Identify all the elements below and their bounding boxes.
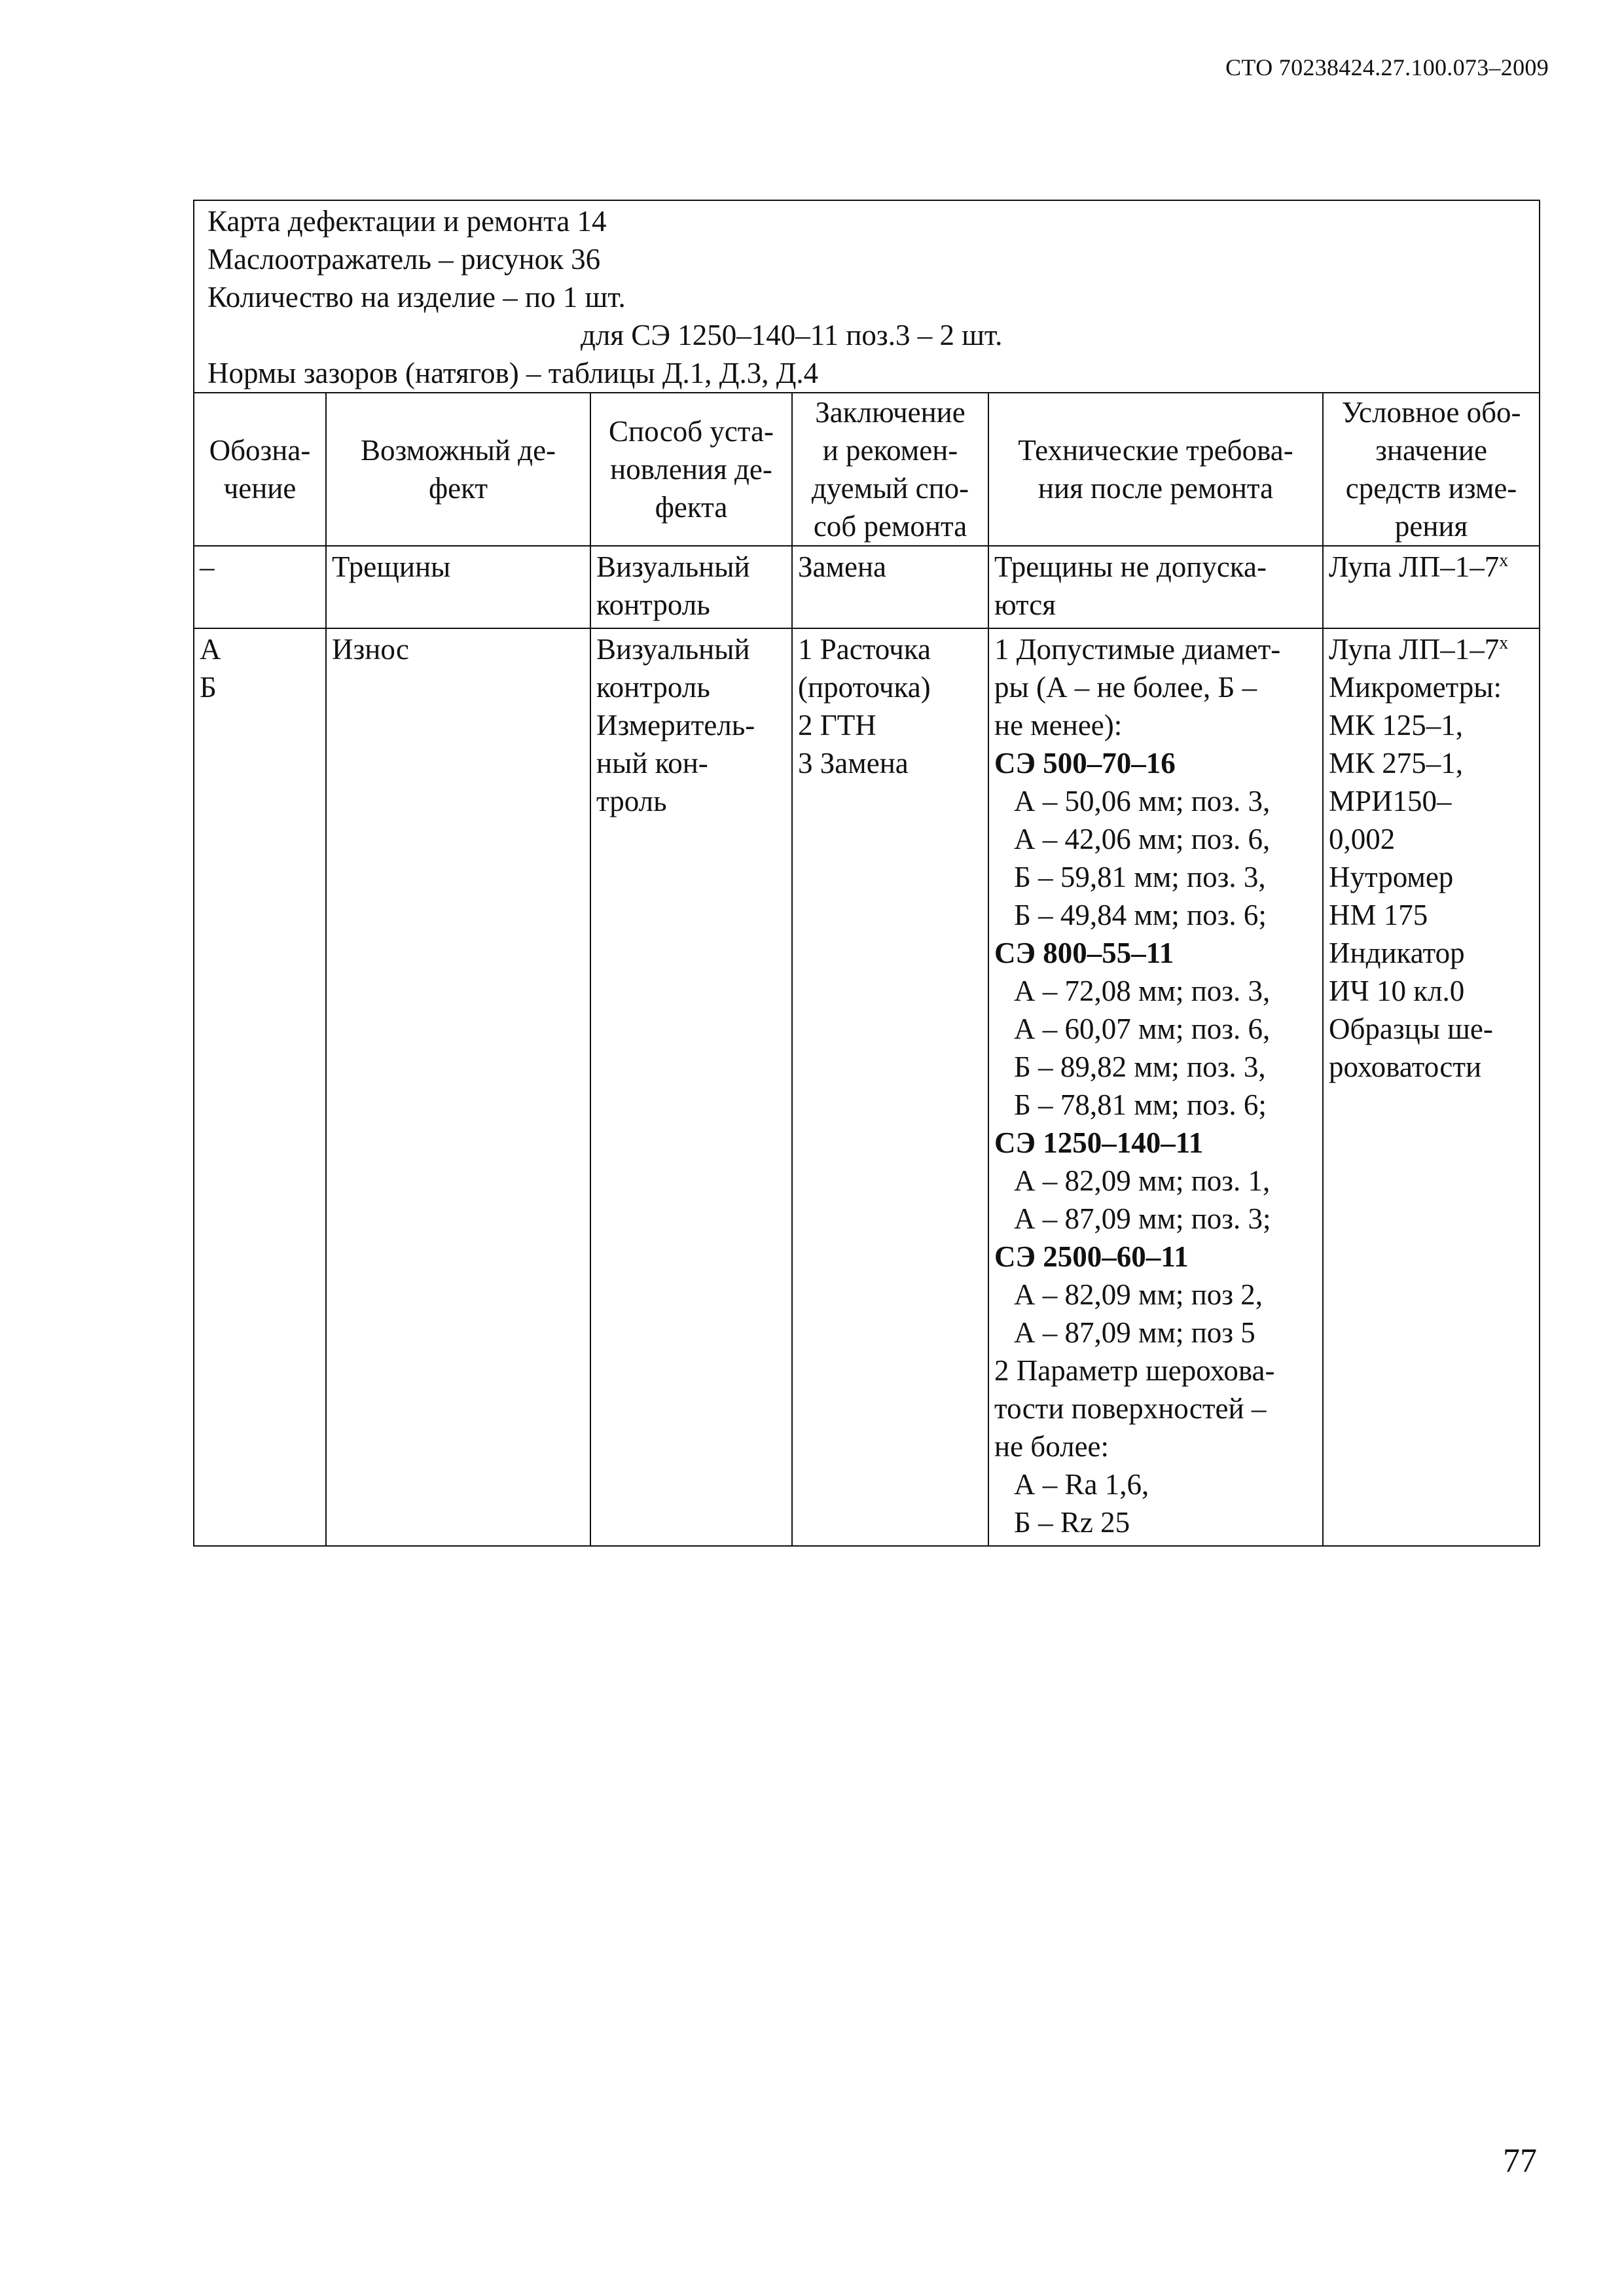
text-line: НМ 175 xyxy=(1329,899,1428,931)
col-header-method xyxy=(590,393,792,546)
diameter-item: Б – 49,84 мм; поз. 6; xyxy=(1014,899,1267,931)
card-part: Маслоотражатель – рисунок 36 xyxy=(208,243,601,276)
text-line: Нутромер xyxy=(1329,861,1454,893)
text-line: Износ xyxy=(332,633,409,666)
text-line: – xyxy=(200,550,215,583)
text-line: дуемый спо- xyxy=(811,472,969,505)
diameter-item: Б – 78,81 мм; поз. 6; xyxy=(1014,1088,1267,1121)
col-header-designation xyxy=(194,393,326,546)
text-line: чение xyxy=(223,472,297,505)
card-quantity-extra: для СЭ 1250–140–11 поз.3 – 2 шт. xyxy=(581,319,1003,351)
card-info-row xyxy=(194,200,1540,393)
table-row-wear xyxy=(194,628,1540,1546)
text-line: Заключение xyxy=(815,396,965,429)
text-line: фект xyxy=(428,472,488,505)
text-line: 2 ГТН xyxy=(798,709,876,742)
text-line: ния после ремонта xyxy=(1038,472,1274,505)
text-line: фекта xyxy=(655,491,728,524)
tools-list xyxy=(1329,668,1534,1086)
text-line: средств изме- xyxy=(1345,472,1517,505)
text-line: Б xyxy=(200,671,217,704)
text-line: ются xyxy=(994,588,1056,621)
cell-designation xyxy=(194,628,326,1546)
card-info-cell xyxy=(194,200,1540,393)
diameter-item: А – 82,09 мм; поз. 1, xyxy=(1014,1164,1271,1197)
text-line: МРИ150– xyxy=(1329,785,1452,817)
diameter-item: А – 72,08 мм; поз. 3, xyxy=(1014,975,1271,1007)
text-line: ный кон- xyxy=(596,747,708,780)
text-line: роховатости xyxy=(1329,1050,1482,1083)
text-line: Визуальный xyxy=(596,550,750,583)
text-line: Образцы ше- xyxy=(1329,1013,1493,1045)
cell-conclusion xyxy=(792,628,988,1546)
card-title: Карта дефектации и ремонта 14 xyxy=(208,205,607,238)
text-line: 1 Расточка xyxy=(798,633,931,666)
cell-defect xyxy=(326,628,590,1546)
tool-magnifier: Лупа $ЛП-1-7^х$ xyxy=(1329,550,1509,583)
text-line: (проточка) xyxy=(798,671,931,704)
text-line: ИЧ 10 кл.0 xyxy=(1329,975,1465,1007)
col-header-defect xyxy=(326,393,590,546)
model-heading: СЭ 500–70–16 xyxy=(994,747,1176,780)
text-line: троль xyxy=(596,785,667,817)
roughness-item: Б – Rz 25 xyxy=(1014,1506,1130,1539)
cell-designation xyxy=(194,546,326,628)
text-line: и рекомен- xyxy=(822,434,958,467)
text-line: Трещины не допуска- xyxy=(994,550,1267,583)
diameter-item: А – 87,09 мм; поз 5 xyxy=(1014,1316,1255,1349)
column-header-row xyxy=(194,393,1540,546)
diameter-item: Б – 59,81 мм; поз. 3, xyxy=(1014,861,1266,893)
text-line: 0,002 xyxy=(1329,823,1396,855)
text-line: 3 Замена xyxy=(798,747,909,780)
diameter-item: А – 60,07 мм; поз. 6, xyxy=(1014,1013,1271,1045)
text-line: Технические требова- xyxy=(1018,434,1293,467)
diameter-item: Б – 89,82 мм; поз. 3, xyxy=(1014,1050,1266,1083)
text-line: Обозна- xyxy=(209,434,311,467)
page-number: 77 xyxy=(1503,2142,1537,2179)
col-header-requirements xyxy=(988,393,1323,546)
text-line: Способ уста- xyxy=(609,415,774,448)
cell-method xyxy=(590,546,792,628)
text-line: Условное обо- xyxy=(1341,396,1521,429)
cell-tools xyxy=(1323,546,1540,628)
model-heading: СЭ 2500–60–11 xyxy=(994,1240,1189,1273)
card-norms: Нормы зазоров (натягов) – таблицы Д.1, Д.3, Д.4 xyxy=(208,357,819,389)
roughness-item: А – Ra 1,6, xyxy=(1014,1468,1149,1501)
tool-magnifier: Лупа $ЛП-1-7^х$ xyxy=(1329,633,1509,666)
text-line: Трещины xyxy=(332,550,451,583)
text-line: Замена xyxy=(798,550,887,583)
text-line: Визуальный xyxy=(596,633,750,666)
text-line: контроль xyxy=(596,588,710,621)
diameter-item: А – 42,06 мм; поз. 6, xyxy=(1014,823,1271,855)
requirement-text: ры (А – не более, Б – xyxy=(994,671,1257,704)
cell-requirements xyxy=(988,546,1323,628)
col-header-tools xyxy=(1323,393,1540,546)
text-line: контроль xyxy=(596,671,710,704)
text-line: новления де- xyxy=(610,453,772,486)
col-header-conclusion xyxy=(792,393,988,546)
cell-requirements xyxy=(988,628,1323,1546)
text-line: значение xyxy=(1375,434,1487,467)
document-code: СТО 70238424.27.100.073–2009 xyxy=(1225,54,1549,81)
text-line: рения xyxy=(1394,510,1468,543)
requirement-text: не менее): xyxy=(994,709,1123,742)
diameter-item: А – 87,09 мм; поз. 3; xyxy=(1014,1202,1271,1235)
diameter-item: А – 82,09 мм; поз 2, xyxy=(1014,1278,1263,1311)
defect-repair-card-table xyxy=(193,200,1540,1547)
text-line: Возможный де- xyxy=(360,434,556,467)
requirement-text: тости поверхностей – xyxy=(994,1392,1267,1425)
requirement-text: не более: xyxy=(994,1430,1110,1463)
card-quantity: Количество на изделие – по 1 шт. xyxy=(208,281,626,314)
text-line: Индикатор xyxy=(1329,937,1465,969)
model-heading: СЭ 1250–140–11 xyxy=(994,1126,1204,1159)
cell-conclusion xyxy=(792,546,988,628)
text-line: А xyxy=(200,633,221,666)
text-line: соб ремонта xyxy=(813,510,967,543)
text-line: Микрометры: xyxy=(1329,671,1502,704)
text-line: Измеритель- xyxy=(596,709,755,742)
text-line: МК 125–1, xyxy=(1329,709,1464,742)
cell-defect xyxy=(326,546,590,628)
model-heading: СЭ 800–55–11 xyxy=(994,937,1174,969)
cell-method xyxy=(590,628,792,1546)
text-line: МК 275–1, xyxy=(1329,747,1464,780)
table-row-cracks xyxy=(194,546,1540,628)
diameter-item: А – 50,06 мм; поз. 3, xyxy=(1014,785,1271,817)
cell-tools xyxy=(1323,628,1540,1546)
requirement-text: 2 Параметр шерохова- xyxy=(994,1354,1275,1387)
requirement-text: 1 Допустимые диамет- xyxy=(994,633,1281,666)
